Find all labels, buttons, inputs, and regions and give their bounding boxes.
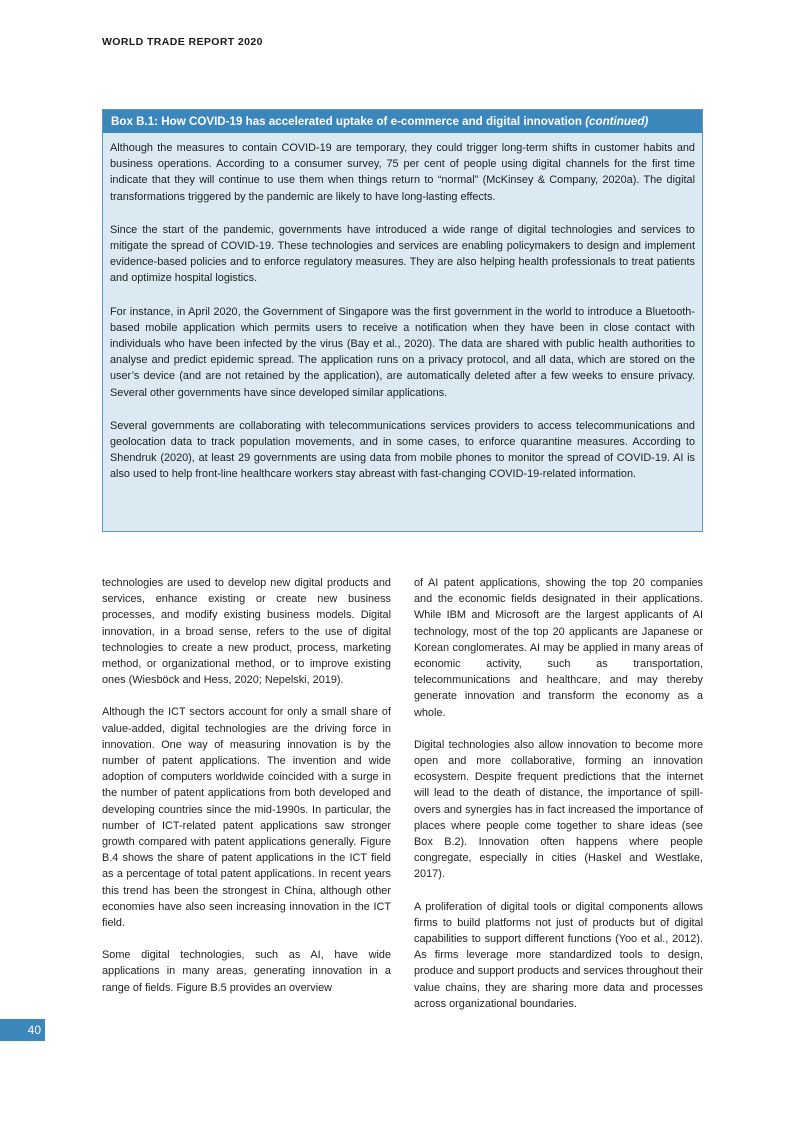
- body-paragraph: Some digital technologies, such as AI, have wide applications in many areas, generating innovation in a range of fields. Figure B.5 provides an overview: [102, 949, 391, 994]
- box-paragraph: For instance, in April 2020, the Government of Singapore was the first government in the world to introduce a Bluetooth-based mobile application which permits users to receive a notification when they have been in close contact with individuals who have been infected by the virus (Bay et al., 2020). The data are shared with public health authorities to analyse and predict epidemic spread. The application runs on a privacy protocol, and all data, which are stored on the user’s device (and are not retained by the application), are automatically deleted after a few weeks to ensure privacy. Several other governments have since developed similar applications.: [110, 305, 695, 399]
- left-column: [102, 575, 391, 1012]
- box-paragraph: Several governments are collaborating with telecommunications services providers to access telecommunications and geolocation data to track population movements, and in some cases, to enforce quarantine measures. According to Shendruk (2020), at least 29 governments are using data from mobile phones to monitor the spread of COVID-19. AI is also used to help front-line healthcare workers stay abreast with fast-changing COVID-19-related information.: [110, 419, 695, 481]
- body-paragraph: A proliferation of digital tools or digital components allows firms to build platforms not just of products but of digital capabilities to support different functions (Yoo et al., 2012). As firms leverage more standardized tools to design, produce and support products and services throughout their value chains, they are sharing more data and processes across organizational boundaries.: [414, 900, 703, 1010]
- box-title-continued: (continued): [585, 115, 649, 128]
- running-header: WORLD TRADE REPORT 2020: [102, 36, 263, 48]
- body-paragraph: Although the ICT sectors account for only a small share of value-added, digital technologies are the driving force in innovation. One way of measuring innovation is by the number of patent applications. The invention and wide adoption of computers worldwide coincided with a surge in the number of patent applications from both developed and developing countries since the mid-1990s. In particular, the number of ICT-related patent applications saw stronger growth compared with patent applications generally. Figure B.4 shows the share of patent applications in the ICT field as a percentage of total patent applications. In recent years this trend has been the strongest in China, although other economies have also seen increasing innovation in the ICT field.: [102, 706, 391, 930]
- body-paragraph: technologies are used to develop new digital products and services, enhance existing or create new business processes, and modify existing business models. Digital innovation, in a broad sense, refers to the use of digital technologies to create a new product, process, marketing method, or organizational method, or to improve existing ones (Wiesböck and Hess, 2020; Nepelski, 2019).: [102, 577, 391, 687]
- page-number: 40: [0, 1019, 45, 1041]
- body-paragraph: Digital technologies also allow innovation to become more open and more collaborative, forming an innovation ecosystem. Despite frequent predictions that the internet will lead to the death of distance, the importance of spill-overs and synergies has in fact increased the importance of places where people come together to share ideas (see Box B.2). Innovation often happens where people congregate, especially in cities (Haskel and Westlake, 2017).: [414, 738, 703, 881]
- box-title: Box B.1: How COVID-19 has accelerated uptake of e-commerce and digital innovation: [111, 115, 582, 128]
- right-column: [414, 575, 703, 1028]
- box-b1: [102, 109, 703, 532]
- box-paragraph: Although the measures to contain COVID-19 are temporary, they could trigger long-term shifts in customer habits and business operations. According to a consumer survey, 75 per cent of people using digital channels for the first time indicate that they will continue to use them when things return to “normal” (McKinsey & Company, 2020a). The digital transformations triggered by the pandemic are likely to have long-lasting effects.: [110, 142, 695, 203]
- body-paragraph: of AI patent applications, showing the top 20 companies and the economic fields designated in their applications. While IBM and Microsoft are the largest applicants of AI technology, most of the top 20 applicants are Japanese or Korean conglomerates. AI may be applied in many areas of economic activity, such as transportation, telecommunications and healthcare, and may thereby generate innovation and transform the economy as a whole.: [414, 577, 703, 719]
- box-paragraph: Since the start of the pandemic, governments have introduced a wide range of digital technologies and services to mitigate the spread of COVID-19. These technologies and services are enabling policymakers to design and implement evidence-based policies and to enforce regulatory measures. They are also helping health professionals to treat patients and optimize hospital logistics.: [110, 223, 695, 285]
- box-body: [103, 133, 702, 483]
- box-title-bar: [103, 110, 702, 133]
